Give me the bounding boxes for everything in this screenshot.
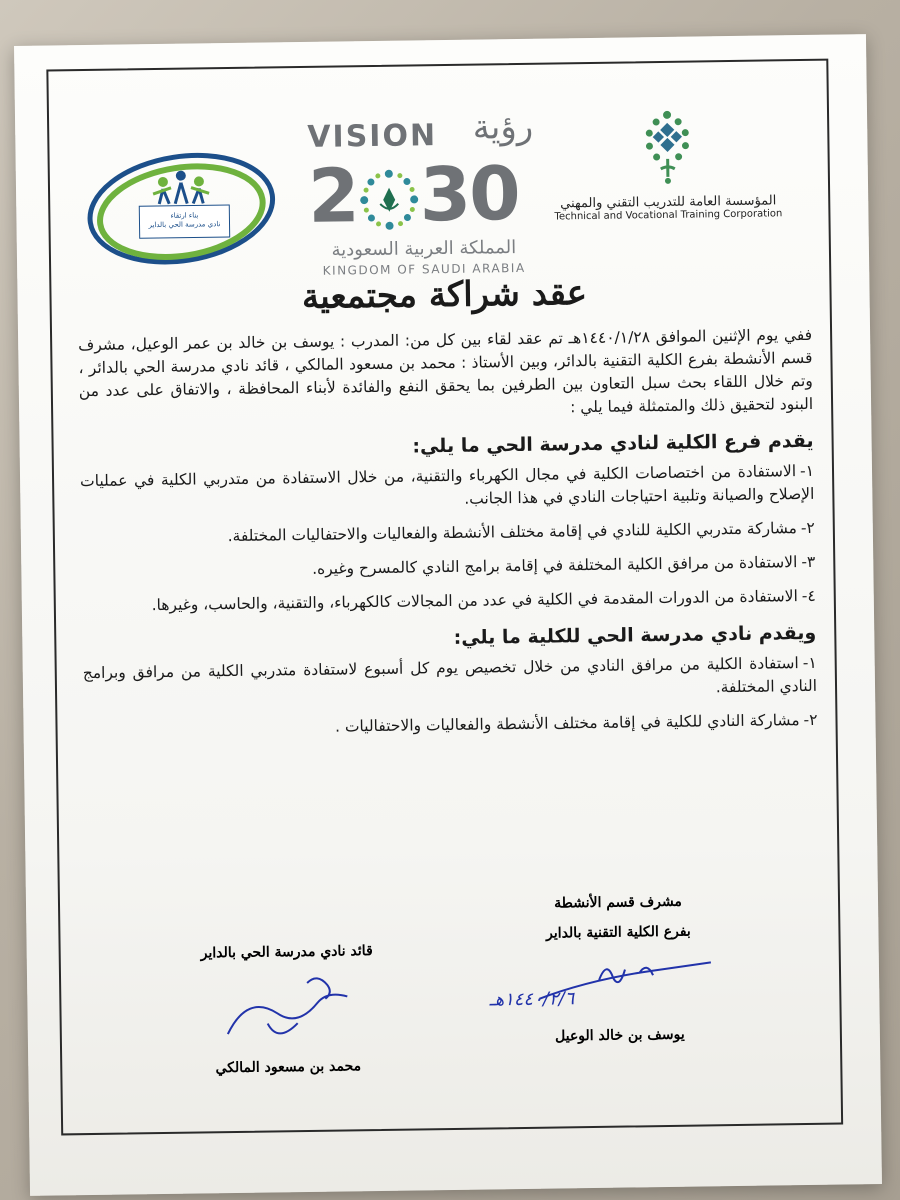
vision-ar: رؤية [472, 106, 534, 148]
sig-left-title: قائد نادي مدرسة الحي بالداير [200, 943, 373, 962]
list-item-text: الاستفادة من الدورات المقدمة في الكلية في عدد من المجالات كالكهرباء، والتقنية، والحاسب، وغيرها. [151, 587, 798, 615]
list-item-number: ٣- [801, 552, 816, 572]
list-item-number: ٢- [800, 518, 815, 538]
list-item-number: ٢- [803, 710, 818, 730]
contract-body [77, 270, 818, 753]
sig-right-name: يوسف بن خالد الوعيل [554, 1026, 685, 1045]
kingdom-name-ar: المملكة العربية السعودية [331, 237, 517, 261]
tvtc-emblem-icon [632, 106, 703, 187]
list-item [82, 585, 816, 618]
tvtc-logo [537, 105, 799, 223]
vision-en: VISION [307, 118, 438, 155]
vision-2030-logo [307, 106, 539, 282]
list-item [83, 709, 817, 742]
list-item [80, 460, 815, 516]
list-item-text: الاستفادة من مرافق الكلية المختلفة في إقامة برامج النادي كالمسرح وغيره. [311, 553, 798, 578]
sig-right-date: ١٤٤٠/٢/٦هـ [489, 988, 575, 1011]
list-item-text: مشاركة النادي للكلية في إقامة مختلف الأنشطة والفعاليات والاحتفاليات . [334, 711, 800, 736]
sig-left-name: محمد بن مسعود المالكي [215, 1058, 362, 1077]
neighborhood-club-logo [80, 132, 282, 285]
section1-heading: يقدم فرع الكلية لنادي مدرسة الحي ما يلي: [412, 429, 814, 458]
list-item-number: ١- [799, 461, 815, 481]
club-name [139, 211, 229, 230]
kingdom-name-en: KINGDOM OF SAUDI ARABIA [322, 260, 526, 278]
vision-year [308, 151, 539, 240]
list-item-text: الاستفادة من اختصاصات الكلية في مجال الكهرباء والتقنية، من خلال الاستفادة من متدربي الكلية في عمليات الإصلاح والصيانة وتلبية احتياجات النادي في هذا الجانب. [79, 462, 815, 508]
sig-right-org: بفرع الكلية التقنية بالداير [546, 923, 691, 942]
letterhead [15, 74, 870, 276]
tvtc-name-en: Technical and Vocational Training Corporation [554, 208, 783, 223]
document-sheet [14, 34, 882, 1196]
section2-heading: ويقدم نادي مدرسة الحي للكلية ما يلي: [453, 621, 817, 649]
club-swoosh-icon [80, 132, 282, 285]
vision-emblem-icon [357, 168, 420, 233]
list-item [81, 551, 815, 584]
vision-year-right: 30 [419, 150, 520, 239]
document-title: عقد شراكة مجتمعية [301, 273, 588, 318]
club-slogan: بناء ارتقاء [170, 211, 199, 220]
signature-scribble-icon [207, 962, 368, 1054]
club-title: نادي مدرسة الحي بالداير [148, 220, 221, 230]
sig-right-title: مشرف قسم الأنشطة [554, 893, 682, 912]
tvtc-name-ar: المؤسسة العامة للتدريب التقني والمهني [560, 193, 777, 212]
list-item-text: استفادة الكلية من مرافق النادي من خلال تخصيص يوم كل أسبوع لاستفادة متدربي الكلية من مرافق وبرامج النادي المختلفة. [82, 654, 818, 697]
signature-block-club-leader [156, 935, 418, 1077]
list-item-number: ٤- [801, 586, 816, 606]
list-item [83, 652, 818, 708]
section2-list [83, 652, 818, 742]
vision-wordmark [307, 106, 538, 155]
signature-block-activities-supervisor [489, 886, 730, 1045]
intro-paragraph: ففي يوم الإثنين الموافق ١٤٤٠/١/٢٨هـ تم عقد لقاء بين كل من: المدرب : يوسف بن خالد بن عمر الوعيل، مشرف قسم الأنشطة بفرع الكلية التقنية بالدائر، وبين الأستاذ : محمد بن مسعود المالكي ، قائد نادي مدرسة الحي بالدائر ، وتم خلال اللقاء بحث سبل التعاون بين الطرفين بما يحقق النفع والفائدة لأبناء المحافظة ، والاتفاق على عدد من البنود لتحقيق ذلك والمتمثلة فيما يلي : [78, 325, 814, 417]
section1-list [80, 460, 816, 618]
vision-year-left: 2 [307, 153, 359, 240]
list-item [81, 517, 815, 550]
list-item-text: مشاركة متدربي الكلية للنادي في إقامة مختلف الأنشطة والفعاليات والاحتفاليات المختلفة. [227, 519, 798, 546]
list-item-number: ١- [802, 653, 817, 673]
